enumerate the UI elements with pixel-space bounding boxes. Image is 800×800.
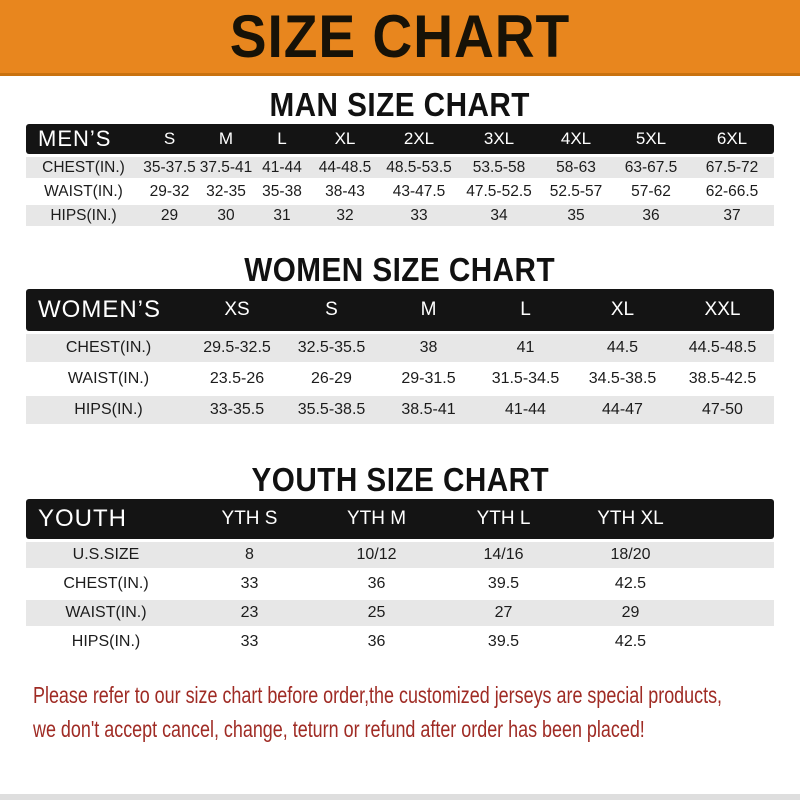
row-label: HIPS(IN.) (74, 401, 143, 418)
filler-cell (694, 571, 774, 597)
value-cell: 48.5-53.5 (386, 158, 452, 176)
women-waist-row (26, 365, 774, 393)
size-header-cell: 5XL (612, 124, 690, 154)
men-header-row (26, 124, 774, 154)
youth-waist-row (26, 600, 774, 626)
size-header-cell: M (380, 289, 477, 331)
value-cell: 41-44 (505, 401, 546, 418)
row-label: U.S.SIZE (72, 546, 140, 563)
value-cell: 44-47 (602, 401, 643, 418)
youth-heading-text: YOUTH SIZE CHART (251, 461, 549, 498)
value-cell: 58-63 (556, 158, 596, 176)
size-header-cell: YTH XL (567, 499, 694, 539)
row-label: HIPS(IN.) (50, 206, 117, 224)
value-cell: 37 (723, 206, 741, 224)
value-cell: 29 (621, 604, 640, 621)
value-cell: 62-66.5 (705, 182, 759, 200)
value-cell: 23.5-26 (209, 370, 265, 387)
size-header-cell: 6XL (690, 124, 774, 154)
value-cell: 32 (336, 206, 354, 224)
size-header-cell: 3XL (458, 124, 540, 154)
value-cell: 41 (516, 339, 535, 356)
value-cell: 32-35 (206, 182, 246, 200)
row-label: CHEST(IN.) (63, 575, 149, 592)
value-cell: 29-32 (149, 182, 190, 200)
value-cell: 42.5 (614, 575, 647, 592)
men-chest-row (26, 157, 774, 178)
value-cell: 8 (245, 546, 254, 563)
value-cell: 47-50 (702, 401, 743, 418)
women-header-row (26, 289, 774, 331)
size-header-cell: M (198, 124, 254, 154)
men-size-table (26, 121, 774, 229)
value-cell: 29 (160, 206, 179, 224)
value-cell: 18/20 (610, 546, 651, 563)
banner-title: SIZE CHART (229, 2, 571, 70)
youth-chest-row (26, 571, 774, 597)
size-header-cell: YTH S (186, 499, 313, 539)
value-cell: 53.5-58 (472, 158, 526, 176)
size-header-cell: XL (574, 289, 671, 331)
value-cell: 33 (410, 206, 428, 224)
men-waist-row (26, 181, 774, 202)
value-cell: 36 (642, 206, 660, 224)
value-cell: 52.5-57 (549, 182, 603, 200)
value-cell: 36 (367, 633, 386, 650)
value-cell: 33-35.5 (209, 401, 265, 418)
youth-hips-row (26, 629, 774, 655)
value-cell: 34.5-38.5 (588, 370, 657, 387)
value-cell: 35-38 (262, 182, 302, 200)
youth-corner-label: YOUTH (26, 499, 186, 539)
value-cell: 44-48.5 (318, 158, 372, 176)
row-label: CHEST(IN.) (65, 339, 152, 356)
value-cell: 32.5-35.5 (297, 339, 366, 356)
bottom-edge-strip (0, 794, 800, 800)
value-cell: 33 (240, 575, 259, 592)
youth-ussize-row (26, 542, 774, 568)
filler-cell (694, 542, 774, 568)
women-corner-label: WOMEN’S (26, 289, 191, 331)
row-label: WAIST(IN.) (67, 370, 150, 387)
value-cell: 25 (367, 604, 386, 621)
value-cell: 29.5-32.5 (203, 339, 271, 356)
size-header-cell: 4XL (540, 124, 612, 154)
size-header-cell: 2XL (380, 124, 458, 154)
value-cell: 23 (240, 604, 259, 621)
size-header-cell: S (283, 289, 380, 331)
value-cell: 38.5-42.5 (688, 370, 757, 387)
women-size-table (26, 286, 774, 427)
size-header-cell: L (477, 289, 574, 331)
youth-header-row (26, 499, 774, 539)
size-header-cell: XS (191, 289, 283, 331)
value-cell: 33 (240, 633, 259, 650)
value-cell: 38.5-41 (401, 401, 456, 418)
men-hips-row (26, 205, 774, 226)
value-cell: 14/16 (483, 546, 524, 563)
value-cell: 63-67.5 (624, 158, 678, 176)
size-header-cell: XL (310, 124, 380, 154)
value-cell: 35.5-38.5 (297, 401, 366, 418)
value-cell: 10/12 (356, 546, 397, 563)
row-label: WAIST(IN.) (44, 182, 123, 200)
women-heading-text: WOMEN SIZE CHART (244, 251, 556, 288)
value-cell: 44.5-48.5 (688, 339, 757, 356)
value-cell: 42.5 (614, 633, 647, 650)
value-cell: 29-31.5 (401, 370, 456, 387)
disclaimer-note (33, 678, 790, 746)
value-cell: 67.5-72 (705, 158, 759, 176)
value-cell: 44.5 (606, 339, 639, 356)
size-header-cell: YTH M (313, 499, 440, 539)
size-header-cell: YTH L (440, 499, 567, 539)
filler-cell (694, 629, 774, 655)
size-header-cell: S (141, 124, 198, 154)
value-cell: 38 (419, 339, 438, 356)
value-cell: 37.5-41 (199, 158, 253, 176)
value-cell: 30 (217, 206, 235, 224)
women-section-heading (0, 253, 800, 286)
value-cell: 31.5-34.5 (491, 370, 560, 387)
disclaimer-line-2: we don't accept cancel, change, teturn or refund after order has been placed! (33, 716, 645, 742)
value-cell: 27 (494, 604, 513, 621)
men-section-heading (0, 88, 800, 121)
value-cell: 35 (567, 206, 585, 224)
value-cell: 43-47.5 (392, 182, 446, 200)
value-cell: 36 (367, 575, 386, 592)
size-header-cell: L (254, 124, 310, 154)
value-cell: 35-37.5 (143, 158, 196, 176)
value-cell: 38-43 (325, 182, 365, 200)
men-heading-text: MAN SIZE CHART (269, 86, 531, 123)
header-filler-cell (694, 499, 774, 539)
size-header-cell: XXL (671, 289, 774, 331)
value-cell: 41-44 (262, 158, 302, 176)
value-cell: 39.5 (487, 633, 520, 650)
row-label: WAIST(IN.) (65, 604, 147, 621)
value-cell: 34 (490, 206, 508, 224)
row-label: CHEST(IN.) (42, 158, 125, 176)
women-chest-row (26, 334, 774, 362)
women-hips-row (26, 396, 774, 424)
row-label: HIPS(IN.) (71, 633, 141, 650)
value-cell: 47.5-52.5 (466, 182, 532, 200)
men-corner-label: MEN’S (26, 124, 141, 154)
value-cell: 39.5 (487, 575, 520, 592)
filler-cell (694, 600, 774, 626)
value-cell: 57-62 (631, 182, 671, 200)
value-cell: 26-29 (311, 370, 352, 387)
disclaimer-line-1: Please refer to our size chart before order,the customized jerseys are special products, (33, 682, 723, 708)
value-cell: 31 (273, 206, 291, 224)
youth-size-table (26, 496, 774, 658)
banner (0, 0, 800, 76)
youth-section-heading (0, 463, 800, 496)
